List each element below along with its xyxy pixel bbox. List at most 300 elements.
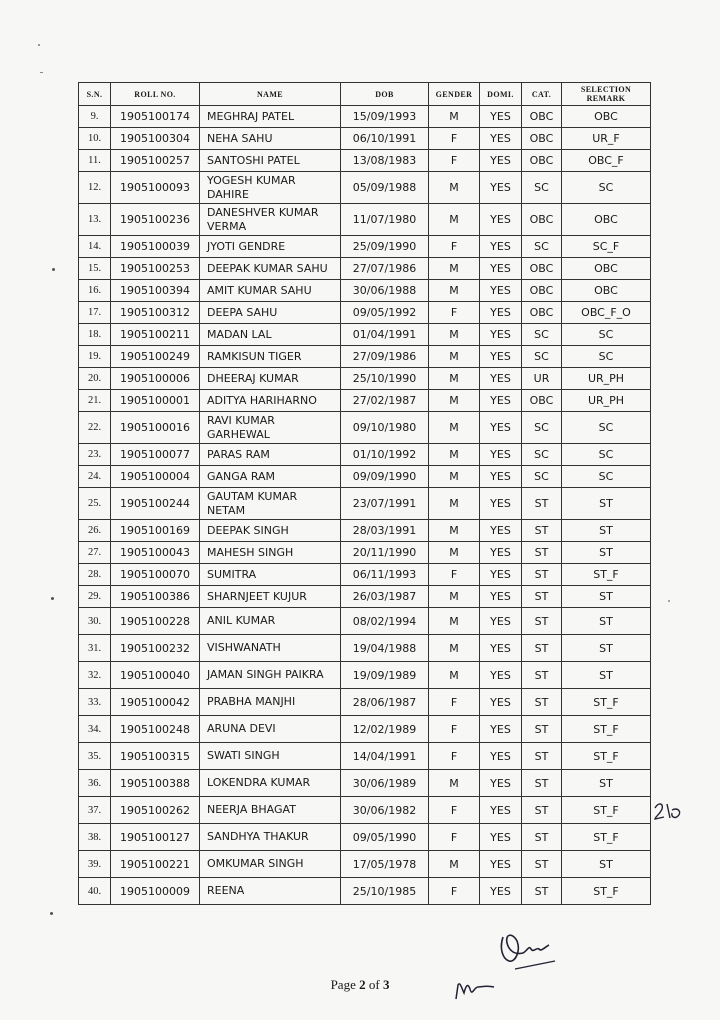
cell-selection-remark: SC [562, 172, 651, 204]
cell-roll-no: 1905100169 [111, 520, 200, 542]
cell-roll-no: 1905100070 [111, 564, 200, 586]
table-row [79, 280, 651, 302]
cell-dob: 20/11/1990 [341, 542, 429, 564]
header-selection-remark: SELECTION REMARK [562, 83, 651, 106]
cell-name: PRABHA MANJHI [200, 689, 341, 716]
cell-dob: 30/06/1988 [341, 280, 429, 302]
cell-roll-no: 1905100221 [111, 851, 200, 878]
cell-category: OBC [522, 258, 562, 280]
cell-gender: M [429, 542, 480, 564]
cell-category: OBC [522, 150, 562, 172]
cell-sn: 40. [79, 878, 111, 905]
scan-speck [51, 597, 54, 600]
cell-gender: M [429, 368, 480, 390]
cell-gender: M [429, 488, 480, 520]
cell-dob: 05/09/1988 [341, 172, 429, 204]
table-row [79, 346, 651, 368]
cell-sn: 27. [79, 542, 111, 564]
cell-category: OBC [522, 302, 562, 324]
cell-domicile: YES [480, 770, 522, 797]
cell-gender: M [429, 635, 480, 662]
cell-category: SC [522, 412, 562, 444]
cell-name: ADITYA HARIHARNO [200, 390, 341, 412]
cell-dob: 28/03/1991 [341, 520, 429, 542]
cell-sn: 10. [79, 128, 111, 150]
cell-domicile: YES [480, 204, 522, 236]
cell-gender: F [429, 716, 480, 743]
cell-roll-no: 1905100009 [111, 878, 200, 905]
cell-dob: 12/02/1989 [341, 716, 429, 743]
cell-dob: 25/10/1990 [341, 368, 429, 390]
cell-domicile: YES [480, 564, 522, 586]
cell-domicile: YES [480, 346, 522, 368]
cell-dob: 27/02/1987 [341, 390, 429, 412]
cell-name: JYOTI GENDRE [200, 236, 341, 258]
table-row [79, 324, 651, 346]
cell-gender: F [429, 878, 480, 905]
table-row [79, 466, 651, 488]
cell-gender: M [429, 608, 480, 635]
table-row [79, 770, 651, 797]
cell-sn: 9. [79, 106, 111, 128]
cell-name: PARAS RAM [200, 444, 341, 466]
cell-sn: 30. [79, 608, 111, 635]
header-sn: S.N. [79, 83, 111, 106]
cell-selection-remark: ST_F [562, 824, 651, 851]
cell-category: OBC [522, 204, 562, 236]
cell-domicile: YES [480, 302, 522, 324]
cell-roll-no: 1905100016 [111, 412, 200, 444]
cell-name: DANESHVER KUMAR VERMA [200, 204, 341, 236]
cell-gender: F [429, 236, 480, 258]
cell-selection-remark: ST_F [562, 716, 651, 743]
cell-roll-no: 1905100315 [111, 743, 200, 770]
cell-category: SC [522, 466, 562, 488]
cell-name: MEGHRAJ PATEL [200, 106, 341, 128]
cell-sn: 13. [79, 204, 111, 236]
cell-sn: 17. [79, 302, 111, 324]
cell-category: ST [522, 608, 562, 635]
header-domicile: DOMI. [480, 83, 522, 106]
cell-dob: 09/09/1990 [341, 466, 429, 488]
cell-name: GAUTAM KUMAR NETAM [200, 488, 341, 520]
cell-sn: 35. [79, 743, 111, 770]
cell-domicile: YES [480, 824, 522, 851]
cell-gender: M [429, 412, 480, 444]
cell-selection-remark: ST [562, 635, 651, 662]
cell-gender: M [429, 280, 480, 302]
table-row [79, 608, 651, 635]
cell-domicile: YES [480, 324, 522, 346]
cell-sn: 21. [79, 390, 111, 412]
table-row [79, 302, 651, 324]
cell-dob: 25/10/1985 [341, 878, 429, 905]
table-row [79, 390, 651, 412]
cell-sn: 28. [79, 564, 111, 586]
cell-name: RAMKISUN TIGER [200, 346, 341, 368]
of-word: of [368, 977, 380, 992]
table-row [79, 824, 651, 851]
cell-name: SHARNJEET KUJUR [200, 586, 341, 608]
cell-name: DEEPAK KUMAR SAHU [200, 258, 341, 280]
cell-domicile: YES [480, 743, 522, 770]
cell-roll-no: 1905100312 [111, 302, 200, 324]
cell-name: JAMAN SINGH PAIKRA [200, 662, 341, 689]
cell-name: RAVI KUMAR GARHEWAL [200, 412, 341, 444]
cell-name: ARUNA DEVI [200, 716, 341, 743]
cell-dob: 30/06/1982 [341, 797, 429, 824]
cell-domicile: YES [480, 716, 522, 743]
cell-name: YOGESH KUMAR DAHIRE [200, 172, 341, 204]
cell-gender: M [429, 851, 480, 878]
cell-dob: 15/09/1993 [341, 106, 429, 128]
cell-selection-remark: ST_F [562, 797, 651, 824]
cell-roll-no: 1905100228 [111, 608, 200, 635]
cell-roll-no: 1905100232 [111, 635, 200, 662]
cell-roll-no: 1905100211 [111, 324, 200, 346]
table-row [79, 662, 651, 689]
cell-selection-remark: SC [562, 324, 651, 346]
scan-speck [38, 44, 40, 46]
cell-roll-no: 1905100174 [111, 106, 200, 128]
table-row [79, 258, 651, 280]
cell-sn: 37. [79, 797, 111, 824]
cell-category: ST [522, 564, 562, 586]
table-row [79, 564, 651, 586]
cell-gender: M [429, 204, 480, 236]
cell-selection-remark: ST [562, 488, 651, 520]
header-dob: DOB [341, 83, 429, 106]
cell-dob: 27/09/1986 [341, 346, 429, 368]
cell-category: ST [522, 716, 562, 743]
cell-domicile: YES [480, 106, 522, 128]
cell-gender: F [429, 743, 480, 770]
header-name: NAME [200, 83, 341, 106]
cell-domicile: YES [480, 542, 522, 564]
header-roll-no: ROLL NO. [111, 83, 200, 106]
cell-dob: 26/03/1987 [341, 586, 429, 608]
cell-selection-remark: ST [562, 586, 651, 608]
cell-name: SWATI SINGH [200, 743, 341, 770]
cell-sn: 34. [79, 716, 111, 743]
cell-roll-no: 1905100093 [111, 172, 200, 204]
cell-selection-remark: ST_F [562, 878, 651, 905]
cell-selection-remark: ST_F [562, 564, 651, 586]
table-row [79, 204, 651, 236]
cell-selection-remark: ST_F [562, 689, 651, 716]
cell-sn: 31. [79, 635, 111, 662]
cell-category: SC [522, 236, 562, 258]
cell-domicile: YES [480, 172, 522, 204]
cell-category: ST [522, 743, 562, 770]
cell-gender: F [429, 824, 480, 851]
cell-name: ANIL KUMAR [200, 608, 341, 635]
cell-sn: 39. [79, 851, 111, 878]
cell-dob: 09/05/1990 [341, 824, 429, 851]
cell-selection-remark: SC_F [562, 236, 651, 258]
cell-roll-no: 1905100040 [111, 662, 200, 689]
cell-selection-remark: ST [562, 542, 651, 564]
table-row [79, 635, 651, 662]
cell-selection-remark: OBC [562, 106, 651, 128]
handwritten-note [652, 800, 688, 824]
cell-domicile: YES [480, 368, 522, 390]
table-row [79, 412, 651, 444]
cell-roll-no: 1905100249 [111, 346, 200, 368]
cell-sn: 23. [79, 444, 111, 466]
cell-domicile: YES [480, 851, 522, 878]
cell-domicile: YES [480, 520, 522, 542]
cell-dob: 09/10/1980 [341, 412, 429, 444]
cell-gender: M [429, 770, 480, 797]
cell-name: SUMITRA [200, 564, 341, 586]
cell-gender: M [429, 258, 480, 280]
cell-category: ST [522, 878, 562, 905]
cell-category: OBC [522, 128, 562, 150]
cell-selection-remark: UR_PH [562, 390, 651, 412]
cell-sn: 38. [79, 824, 111, 851]
cell-category: ST [522, 797, 562, 824]
table-row [79, 368, 651, 390]
cell-domicile: YES [480, 412, 522, 444]
cell-sn: 33. [79, 689, 111, 716]
cell-selection-remark: OBC [562, 204, 651, 236]
cell-gender: M [429, 520, 480, 542]
table-row [79, 106, 651, 128]
cell-category: ST [522, 662, 562, 689]
cell-category: ST [522, 520, 562, 542]
cell-dob: 01/04/1991 [341, 324, 429, 346]
cell-dob: 23/07/1991 [341, 488, 429, 520]
cell-selection-remark: OBC [562, 280, 651, 302]
cell-dob: 06/10/1991 [341, 128, 429, 150]
header-gender: GENDER [429, 83, 480, 106]
cell-roll-no: 1905100394 [111, 280, 200, 302]
cell-sn: 32. [79, 662, 111, 689]
cell-domicile: YES [480, 444, 522, 466]
cell-name: DEEPAK SINGH [200, 520, 341, 542]
cell-dob: 17/05/1978 [341, 851, 429, 878]
table-row [79, 128, 651, 150]
cell-category: SC [522, 444, 562, 466]
cell-dob: 28/06/1987 [341, 689, 429, 716]
cell-selection-remark: ST [562, 770, 651, 797]
table-row [79, 586, 651, 608]
table-row [79, 716, 651, 743]
cell-selection-remark: SC [562, 444, 651, 466]
cell-roll-no: 1905100004 [111, 466, 200, 488]
cell-category: ST [522, 689, 562, 716]
cell-sn: 36. [79, 770, 111, 797]
cell-dob: 27/07/1986 [341, 258, 429, 280]
cell-gender: M [429, 106, 480, 128]
cell-selection-remark: ST [562, 608, 651, 635]
cell-selection-remark: UR_PH [562, 368, 651, 390]
cell-gender: M [429, 466, 480, 488]
cell-name: SANTOSHI PATEL [200, 150, 341, 172]
cell-gender: M [429, 586, 480, 608]
cell-gender: M [429, 444, 480, 466]
table-row [79, 743, 651, 770]
cell-domicile: YES [480, 128, 522, 150]
cell-selection-remark: UR_F [562, 128, 651, 150]
cell-name: GANGA RAM [200, 466, 341, 488]
cell-category: ST [522, 635, 562, 662]
cell-dob: 06/11/1993 [341, 564, 429, 586]
cell-selection-remark: SC [562, 466, 651, 488]
cell-category: ST [522, 586, 562, 608]
cell-domicile: YES [480, 488, 522, 520]
cell-dob: 13/08/1983 [341, 150, 429, 172]
cell-category: OBC [522, 390, 562, 412]
cell-roll-no: 1905100304 [111, 128, 200, 150]
scan-speck [668, 600, 670, 602]
cell-category: SC [522, 324, 562, 346]
cell-domicile: YES [480, 236, 522, 258]
header-category: CAT. [522, 83, 562, 106]
cell-sn: 19. [79, 346, 111, 368]
cell-domicile: YES [480, 586, 522, 608]
cell-domicile: YES [480, 608, 522, 635]
cell-category: OBC [522, 280, 562, 302]
cell-domicile: YES [480, 280, 522, 302]
cell-domicile: YES [480, 466, 522, 488]
cell-selection-remark: OBC_F [562, 150, 651, 172]
cell-roll-no: 1905100253 [111, 258, 200, 280]
cell-name: MADAN LAL [200, 324, 341, 346]
cell-category: OBC [522, 106, 562, 128]
cell-sn: 24. [79, 466, 111, 488]
cell-sn: 20. [79, 368, 111, 390]
cell-dob: 30/06/1989 [341, 770, 429, 797]
cell-roll-no: 1905100386 [111, 586, 200, 608]
cell-category: UR [522, 368, 562, 390]
cell-sn: 14. [79, 236, 111, 258]
cell-dob: 09/05/1992 [341, 302, 429, 324]
table-body [79, 106, 651, 905]
signature-upper [495, 925, 565, 975]
cell-dob: 11/07/1980 [341, 204, 429, 236]
cell-roll-no: 1905100042 [111, 689, 200, 716]
table-row [79, 150, 651, 172]
cell-gender: F [429, 302, 480, 324]
page-footer [0, 977, 720, 993]
cell-category: ST [522, 851, 562, 878]
table-header-row [79, 83, 651, 106]
cell-sn: 22. [79, 412, 111, 444]
cell-name: NEHA SAHU [200, 128, 341, 150]
cell-domicile: YES [480, 258, 522, 280]
cell-selection-remark: SC [562, 412, 651, 444]
cell-selection-remark: ST [562, 851, 651, 878]
cell-selection-remark: ST [562, 520, 651, 542]
cell-sn: 12. [79, 172, 111, 204]
cell-sn: 26. [79, 520, 111, 542]
cell-dob: 08/02/1994 [341, 608, 429, 635]
cell-roll-no: 1905100127 [111, 824, 200, 851]
cell-sn: 18. [79, 324, 111, 346]
cell-roll-no: 1905100257 [111, 150, 200, 172]
cell-roll-no: 1905100236 [111, 204, 200, 236]
cell-gender: F [429, 689, 480, 716]
cell-gender: F [429, 564, 480, 586]
cell-roll-no: 1905100001 [111, 390, 200, 412]
cell-gender: M [429, 172, 480, 204]
cell-selection-remark: ST [562, 662, 651, 689]
cell-name: SANDHYA THAKUR [200, 824, 341, 851]
cell-roll-no: 1905100043 [111, 542, 200, 564]
page-number: 2 [359, 977, 366, 992]
cell-dob: 25/09/1990 [341, 236, 429, 258]
cell-sn: 15. [79, 258, 111, 280]
cell-gender: F [429, 150, 480, 172]
cell-selection-remark: SC [562, 346, 651, 368]
table-row [79, 520, 651, 542]
cell-roll-no: 1905100006 [111, 368, 200, 390]
table-row [79, 488, 651, 520]
cell-domicile: YES [480, 390, 522, 412]
cell-category: ST [522, 824, 562, 851]
cell-roll-no: 1905100077 [111, 444, 200, 466]
table-row [79, 444, 651, 466]
cell-dob: 01/10/1992 [341, 444, 429, 466]
scan-speck [50, 912, 53, 915]
cell-selection-remark: OBC_F_O [562, 302, 651, 324]
cell-dob: 19/04/1988 [341, 635, 429, 662]
signature-lower [452, 975, 502, 1005]
cell-domicile: YES [480, 635, 522, 662]
cell-name: DEEPA SAHU [200, 302, 341, 324]
cell-name: MAHESH SINGH [200, 542, 341, 564]
cell-name: AMIT KUMAR SAHU [200, 280, 341, 302]
page-word: Page [330, 977, 356, 992]
cell-sn: 11. [79, 150, 111, 172]
table-row [79, 236, 651, 258]
cell-dob: 14/04/1991 [341, 743, 429, 770]
cell-name: OMKUMAR SINGH [200, 851, 341, 878]
selection-results-table [78, 82, 651, 905]
cell-sn: 16. [79, 280, 111, 302]
cell-domicile: YES [480, 878, 522, 905]
table-row [79, 797, 651, 824]
cell-name: VISHWANATH [200, 635, 341, 662]
cell-name: DHEERAJ KUMAR [200, 368, 341, 390]
cell-gender: M [429, 346, 480, 368]
scan-speck [52, 268, 55, 271]
cell-gender: M [429, 662, 480, 689]
cell-domicile: YES [480, 150, 522, 172]
cell-roll-no: 1905100388 [111, 770, 200, 797]
cell-domicile: YES [480, 662, 522, 689]
cell-dob: 19/09/1989 [341, 662, 429, 689]
cell-domicile: YES [480, 689, 522, 716]
cell-gender: F [429, 797, 480, 824]
cell-sn: 29. [79, 586, 111, 608]
table-row [79, 851, 651, 878]
cell-selection-remark: ST_F [562, 743, 651, 770]
cell-category: ST [522, 542, 562, 564]
table-row [79, 689, 651, 716]
cell-gender: M [429, 390, 480, 412]
table-row [79, 172, 651, 204]
cell-roll-no: 1905100248 [111, 716, 200, 743]
table-row [79, 878, 651, 905]
cell-roll-no: 1905100039 [111, 236, 200, 258]
table-row [79, 542, 651, 564]
cell-gender: F [429, 128, 480, 150]
cell-name: LOKENDRA KUMAR [200, 770, 341, 797]
cell-name: REENA [200, 878, 341, 905]
